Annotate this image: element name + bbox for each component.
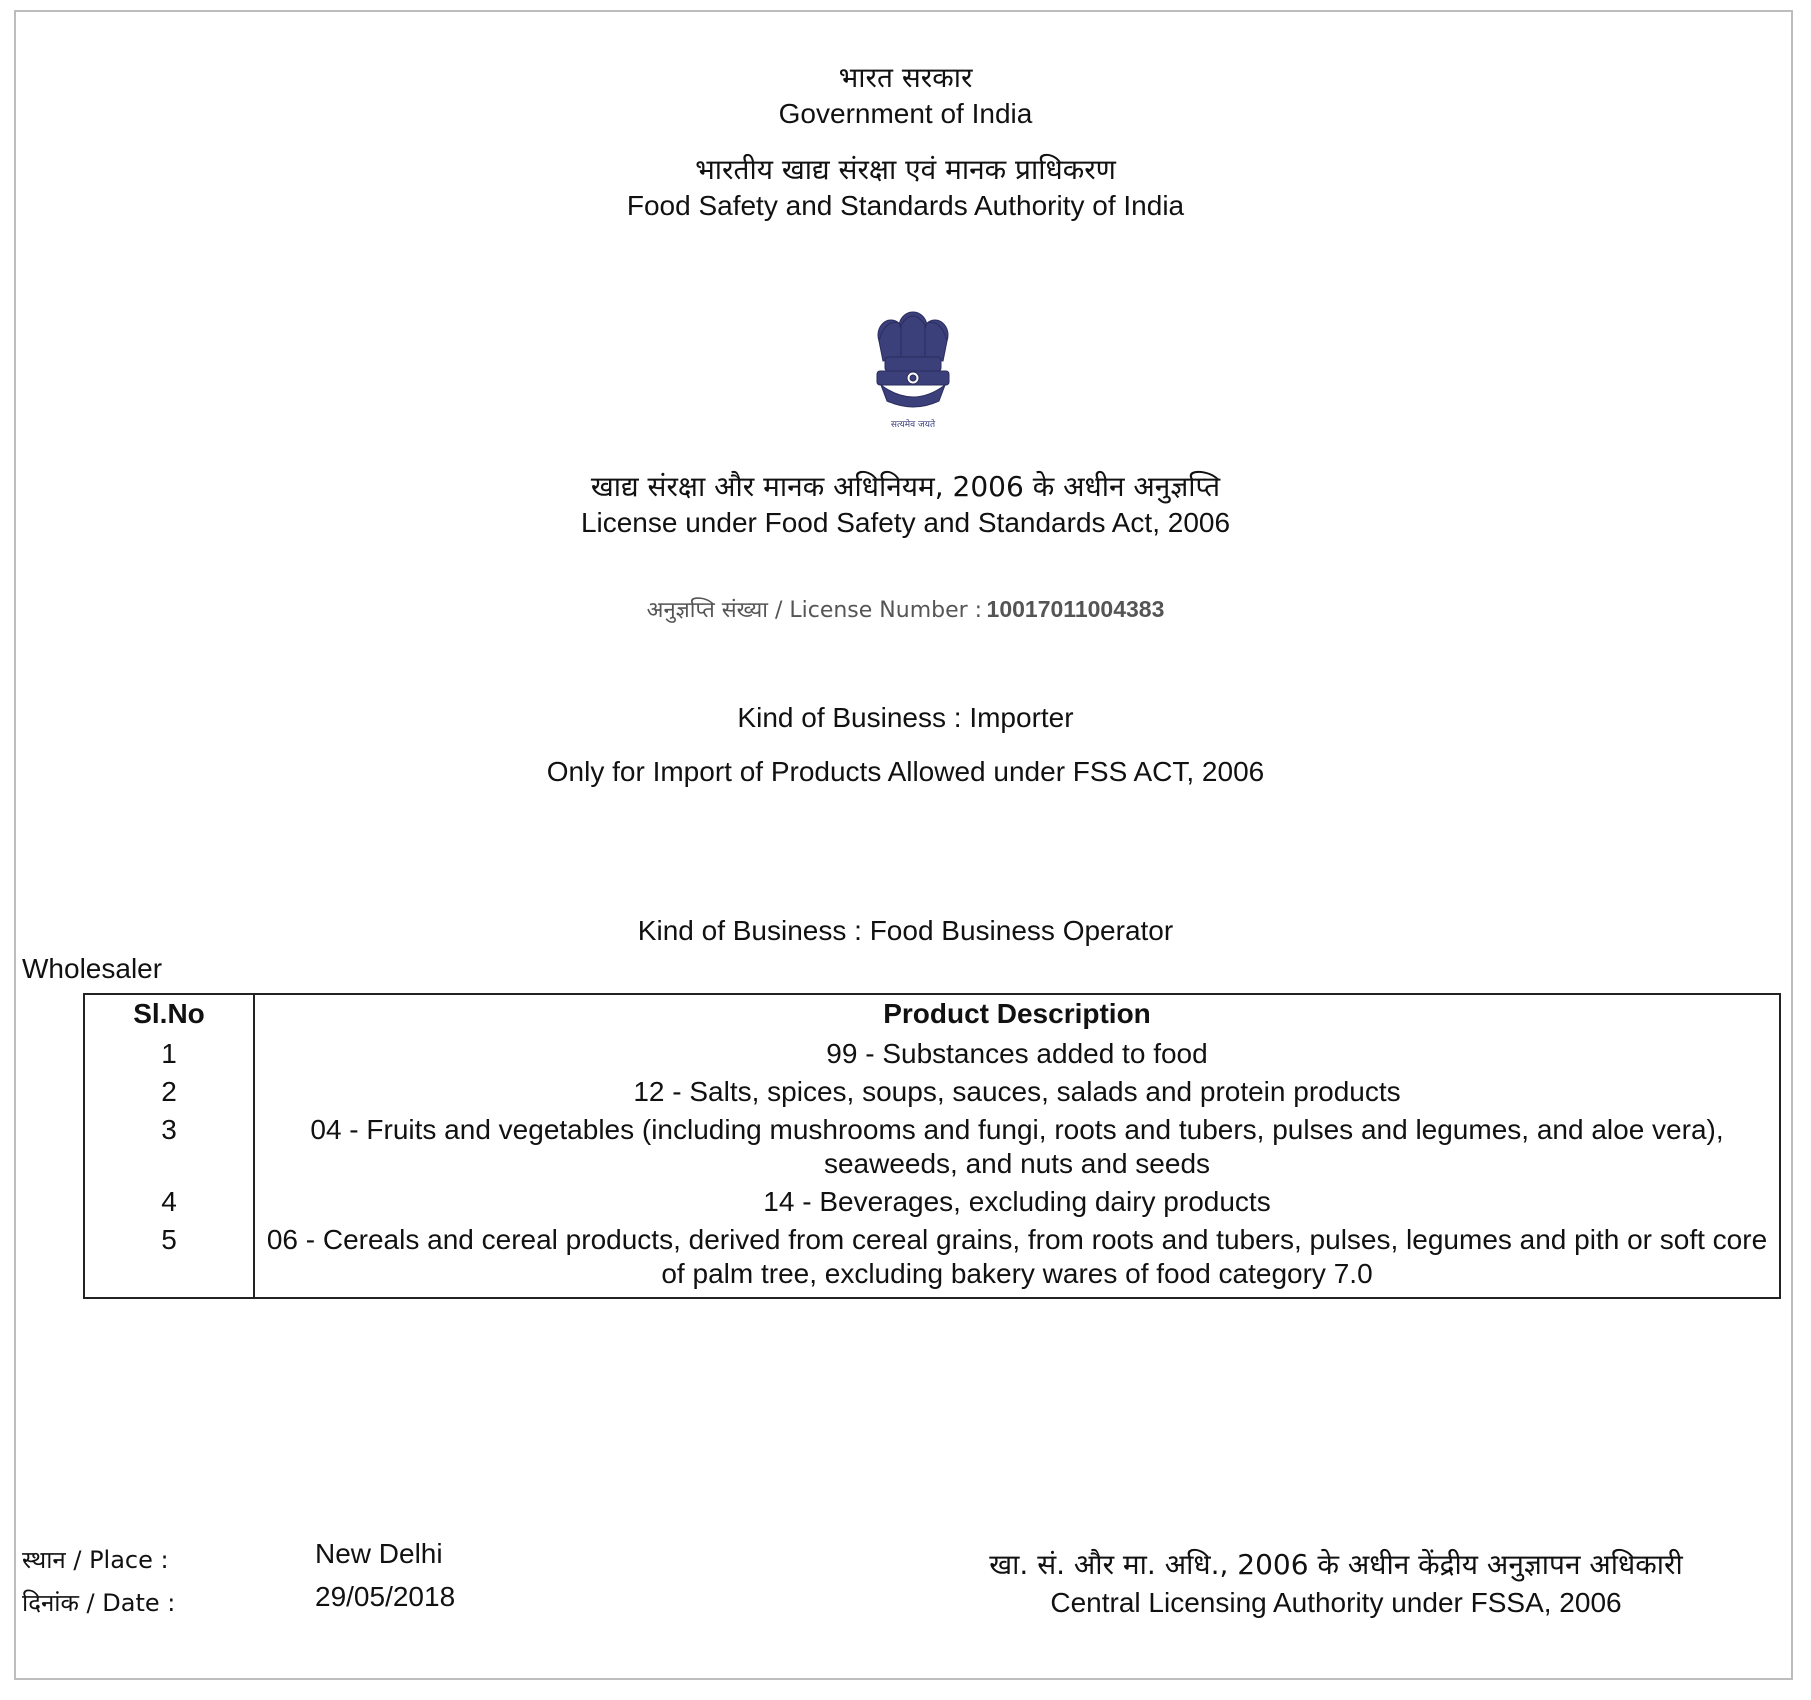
national-emblem-icon — [865, 305, 961, 433]
table-row — [84, 1035, 1780, 1073]
row-description: 14 - Beverages, excluding dairy products — [763, 1186, 1271, 1217]
row-slno: 2 — [84, 1073, 254, 1111]
row-slno: 5 — [84, 1221, 254, 1298]
column-header-slno: Sl.No — [84, 994, 254, 1035]
product-table — [83, 993, 1781, 1299]
kind-of-business-fbo: Kind of Business : Food Business Operator — [637, 915, 1174, 946]
authority-title-hindi: भारतीय खाद्य संरक्षा एवं मानक प्राधिकरण — [695, 153, 1116, 186]
date-value: 29/05/2018 — [315, 1581, 456, 1612]
place-value: New Delhi — [315, 1538, 443, 1569]
signing-authority-english: Central Licensing Authority under FSSA, 2006 — [1050, 1587, 1622, 1618]
row-description: 12 - Salts, spices, soups, sauces, salads and protein products — [633, 1076, 1401, 1107]
date-label: दिनांक / Date : — [22, 1589, 176, 1617]
row-slno: 1 — [84, 1035, 254, 1073]
column-header-description: Product Description — [883, 998, 1151, 1029]
license-number-line — [0, 594, 1811, 624]
govt-title-english: Government of India — [778, 98, 1033, 129]
license-number-value: 10017011004383 — [986, 596, 1165, 622]
row-slno: 3 — [84, 1111, 254, 1183]
row-description: 04 - Fruits and vegetables (including mushrooms and fungi, roots and tubers, pulses and legumes, and aloe vera), seaweeds, and nuts and seeds — [310, 1114, 1724, 1179]
certificate-border — [14, 10, 1793, 1680]
license-title-english: License under Food Safety and Standards Act, 2006 — [580, 507, 1231, 538]
license-number-label: अनुज्ञप्ति संख्या / License Number : — [646, 598, 983, 623]
table-row — [84, 1183, 1780, 1221]
place-label: स्थान / Place : — [22, 1546, 169, 1574]
kind-of-business-importer: Kind of Business : Importer — [737, 702, 1074, 733]
import-note: Only for Import of Products Allowed under FSS ACT, 2006 — [546, 756, 1265, 787]
license-title-hindi: खाद्य संरक्षा और मानक अधिनियम, 2006 के अधीन अनुज्ञप्ति — [590, 470, 1221, 503]
table-header-row — [84, 994, 1780, 1035]
govt-title-hindi: भारत सरकार — [838, 61, 973, 94]
table-row — [84, 1221, 1780, 1298]
table-row — [84, 1111, 1780, 1183]
emblem-motto: सत्यमेव जयते — [890, 420, 936, 430]
row-slno: 4 — [84, 1183, 254, 1221]
business-category: Wholesaler — [22, 953, 163, 984]
row-description: 99 - Substances added to food — [826, 1038, 1208, 1069]
row-description: 06 - Cereals and cereal products, derived from cereal grains, from roots and tubers, pulses, legumes and pith or soft core of palm tree, excluding bakery wares of food category 7.0 — [266, 1224, 1768, 1289]
signing-authority-hindi: खा. सं. और मा. अधि., 2006 के अधीन केंद्रीय अनुज्ञापन अधिकारी — [989, 1548, 1683, 1581]
authority-title-english: Food Safety and Standards Authority of India — [626, 190, 1185, 221]
table-row — [84, 1073, 1780, 1111]
